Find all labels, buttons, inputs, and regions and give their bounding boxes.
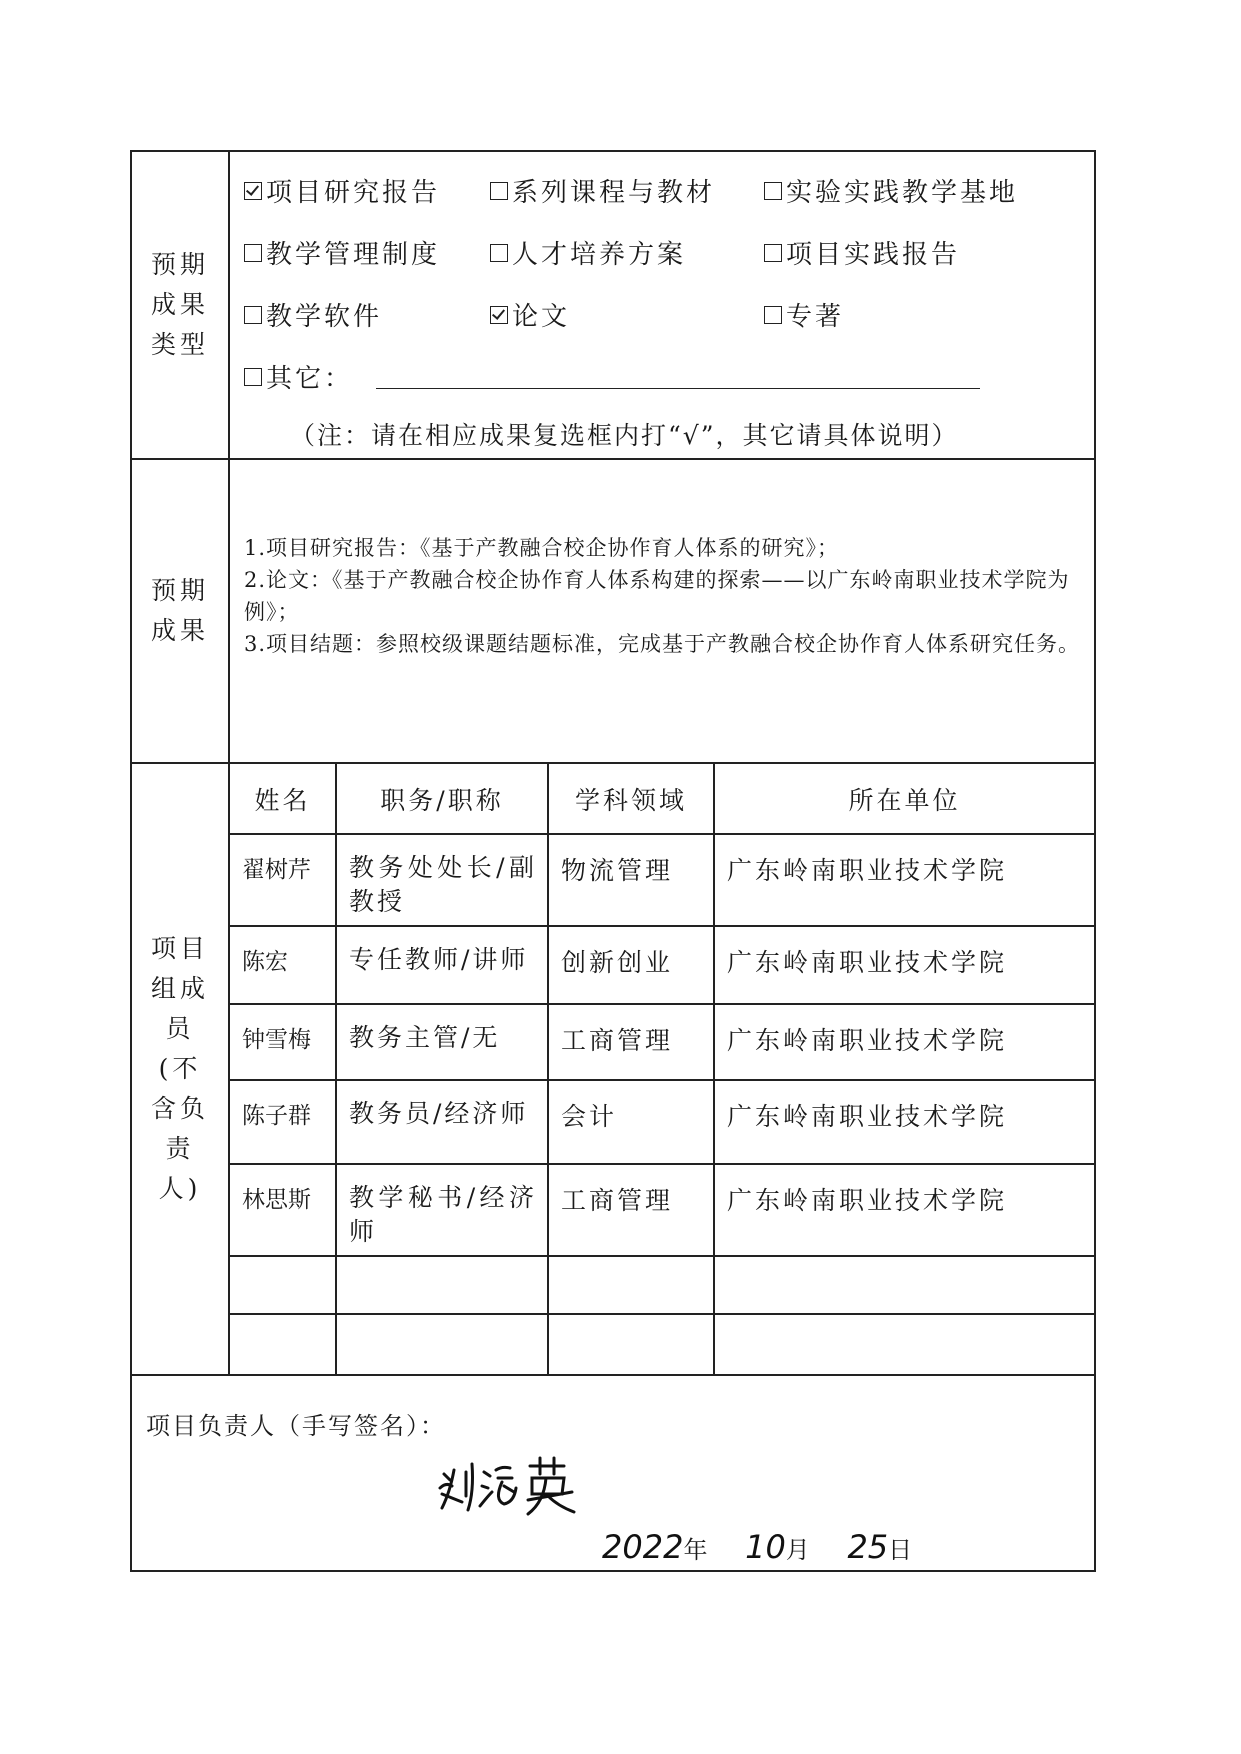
option-talent-plan[interactable]: 人才培养方案 (490, 234, 686, 271)
signature-date: 2022年 10月 25日 (602, 1528, 913, 1566)
member-field: 会计 (548, 1080, 714, 1164)
table-row (230, 926, 1094, 1004)
option-management-system[interactable]: 教学管理制度 (244, 234, 440, 271)
members-label-cell (132, 764, 230, 1374)
checkbox-note: （注：请在相应成果复选框内打“√”，其它请具体说明） (290, 421, 959, 450)
date-day: 25 (847, 1528, 889, 1566)
member-unit: 广东岭南职业技术学院 (714, 1004, 1094, 1080)
checked-box-icon[interactable] (244, 182, 262, 200)
signature-label: 项目负责人（手写签名）： (146, 1412, 446, 1440)
empty-cell[interactable] (714, 1256, 1094, 1314)
checkbox-icon[interactable] (244, 368, 262, 386)
expected-outcome-text (244, 532, 1084, 660)
empty-cell[interactable] (336, 1314, 548, 1374)
checkbox-icon[interactable] (244, 244, 262, 262)
member-title: 教务员/经济师 (336, 1080, 548, 1164)
empty-cell[interactable] (230, 1314, 336, 1374)
checkbox-icon[interactable] (490, 182, 508, 200)
member-title: 教学秘书/经济师 (336, 1164, 548, 1256)
member-unit: 广东岭南职业技术学院 (714, 1080, 1094, 1164)
member-name: 翟树芹 (230, 834, 336, 926)
option-practice-report[interactable]: 项目实践报告 (764, 234, 960, 271)
table-row (230, 834, 1094, 926)
table-row (230, 1164, 1094, 1256)
checkbox-icon[interactable] (764, 306, 782, 324)
empty-cell[interactable] (548, 1314, 714, 1374)
empty-cell[interactable] (336, 1256, 548, 1314)
table-row (230, 1080, 1094, 1164)
member-field: 物流管理 (548, 834, 714, 926)
option-research-report[interactable]: 项目研究报告 (244, 172, 440, 209)
expected-outcome-section (132, 460, 1094, 764)
members-label: 项目组成员(不含负责人) (150, 934, 209, 1203)
header-name: 姓名 (230, 764, 336, 834)
option-monograph[interactable]: 专著 (764, 296, 844, 333)
signature-image (432, 1452, 582, 1518)
checkbox-icon[interactable] (244, 306, 262, 324)
empty-row (230, 1314, 1094, 1374)
empty-cell[interactable] (714, 1314, 1094, 1374)
member-unit: 广东岭南职业技术学院 (714, 834, 1094, 926)
expected-type-label-cell (132, 152, 230, 458)
checked-box-icon[interactable] (490, 306, 508, 324)
member-name: 林思斯 (230, 1164, 336, 1256)
expected-type-section (132, 152, 1094, 460)
outcome-item: 2.论文：《基于产教融合校企协作育人体系构建的探索——以广东岭南职业技术学院为例》； (244, 568, 1070, 624)
member-field: 工商管理 (548, 1004, 714, 1080)
checkbox-icon[interactable] (764, 244, 782, 262)
member-name: 钟雪梅 (230, 1004, 336, 1080)
member-field: 工商管理 (548, 1164, 714, 1256)
expected-outcome-label-cell (132, 460, 230, 762)
table-header-row (230, 764, 1094, 834)
date-month: 10 (745, 1528, 786, 1566)
date-year: 2022 (602, 1528, 684, 1566)
empty-row (230, 1256, 1094, 1314)
header-title: 职务/职称 (336, 764, 548, 834)
header-field: 学科领域 (548, 764, 714, 834)
option-teaching-software[interactable]: 教学软件 (244, 296, 382, 333)
members-table (230, 764, 1094, 1374)
member-unit: 广东岭南职业技术学院 (714, 926, 1094, 1004)
member-title: 教务主管/无 (336, 1004, 548, 1080)
member-title: 专任教师/讲师 (336, 926, 548, 1004)
empty-cell[interactable] (548, 1256, 714, 1314)
application-form (130, 150, 1096, 1572)
option-other[interactable]: 其它： (244, 358, 353, 395)
expected-type-options (230, 152, 1094, 458)
signature-section (132, 1376, 1094, 1570)
other-input-line[interactable] (376, 388, 980, 389)
outcome-item: 3.项目结题：参照校级课题结题标准，完成基于产教融合校企协作育人体系研究任务。 (244, 632, 1081, 656)
empty-cell[interactable] (230, 1256, 336, 1314)
header-unit: 所在单位 (714, 764, 1094, 834)
option-paper[interactable]: 论文 (490, 296, 570, 333)
member-name: 陈子群 (230, 1080, 336, 1164)
option-practice-base[interactable]: 实验实践教学基地 (764, 172, 1018, 209)
expected-type-label: 预期成果类型 (150, 250, 209, 359)
option-course-materials[interactable]: 系列课程与教材 (490, 172, 715, 209)
outcome-item: 1.项目研究报告：《基于产教融合校企协作育人体系的研究》； (244, 536, 840, 560)
members-section (132, 764, 1094, 1376)
member-title: 教务处处长/副教授 (336, 834, 548, 926)
member-unit: 广东岭南职业技术学院 (714, 1164, 1094, 1256)
checkbox-icon[interactable] (764, 182, 782, 200)
expected-outcome-label: 预期成果 (150, 576, 209, 645)
table-row (230, 1004, 1094, 1080)
member-field: 创新创业 (548, 926, 714, 1004)
handwritten-signature (432, 1452, 582, 1522)
member-name: 陈宏 (230, 926, 336, 1004)
checkbox-icon[interactable] (490, 244, 508, 262)
